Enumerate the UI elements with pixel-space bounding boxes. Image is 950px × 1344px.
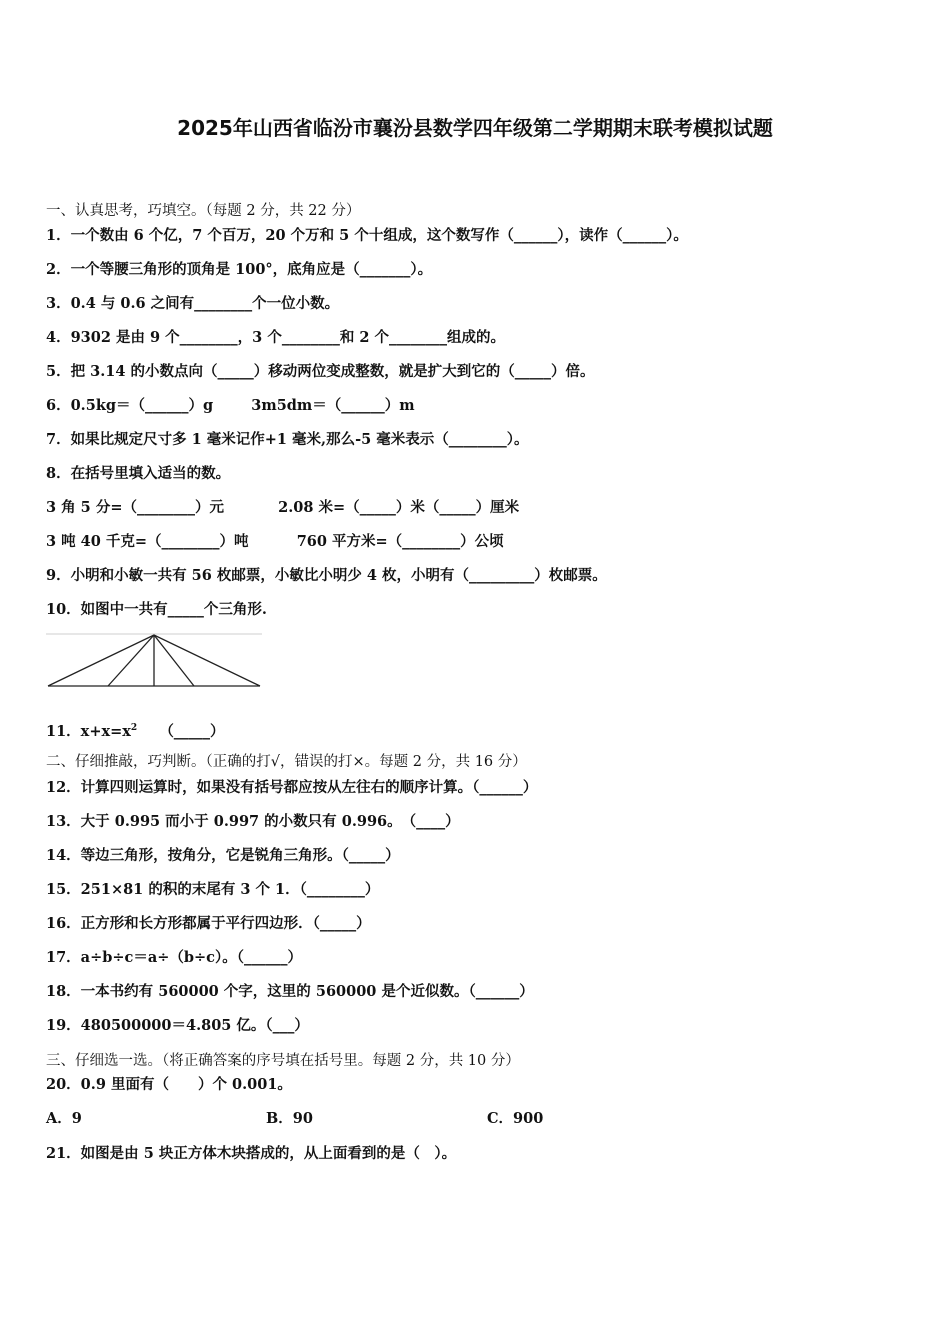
question-20-option-a: A．9 xyxy=(46,1110,82,1127)
question-6 xyxy=(46,396,415,416)
figure-left-side xyxy=(48,635,154,686)
question-4: 4．9302 是由 9 个________，3 个________和 2 个________组成的。 xyxy=(46,329,506,346)
question-8c: 3 吨 40 千克=（________）吨 xyxy=(46,533,249,550)
question-12: 12．计算四则运算时，如果没有括号都应按从左往右的顺序计算。（______） xyxy=(46,779,538,796)
question-10: 10．如图中一共有_____个三角形. xyxy=(46,601,267,618)
question-20-option-b: B．90 xyxy=(266,1110,313,1127)
question-8-row2 xyxy=(46,532,504,552)
question-8d: 760 平方米=（________）公顷 xyxy=(296,533,504,550)
section3-header: 三、仔细选一选。（将正确答案的序号填在括号里。每题 2 分，共 10 分） xyxy=(46,1053,520,1069)
question-5: 5．把 3.14 的小数点向（_____）移动两位变成整数，就是扩大到它的（_____）倍。 xyxy=(46,363,595,380)
question-11-exponent: 2 xyxy=(130,723,138,733)
question-13: 13．大于 0.995 而小于 0.997 的小数只有 0.996。 （____） xyxy=(46,813,460,830)
question-16: 16．正方形和长方形都属于平行四边形．（_____） xyxy=(46,915,371,932)
question-11-blank: （_____） xyxy=(159,722,225,740)
question-18: 18．一本书约有 560000 个字，这里的 560000 是个近似数。（______） xyxy=(46,983,534,1000)
figure-inner-line-3 xyxy=(154,635,194,686)
question-8b: 2.08 米=（_____）米（_____）厘米 xyxy=(278,499,520,516)
question-14: 14．等边三角形，按角分，它是锐角三角形。（_____） xyxy=(46,847,400,864)
question-20-option-c: C．900 xyxy=(487,1110,544,1127)
question-21: 21．如图是由 5 块正方体木块搭成的，从上面看到的是（ ）。 xyxy=(46,1145,457,1162)
page-title: 2025年山西省临汾市襄汾县数学四年级第二学期期末联考模拟试题 xyxy=(177,116,773,140)
question-11 xyxy=(46,718,225,742)
triangle-figure xyxy=(44,630,264,692)
question-8-stem: 8．在括号里填入适当的数。 xyxy=(46,465,231,482)
question-17: 17．a÷b÷c＝a÷（b÷c）。（______） xyxy=(46,949,303,966)
question-2: 2．一个等腰三角形的顶角是 100°，底角应是（_______）。 xyxy=(46,261,433,278)
question-15: 15．251×81 的积的末尾有 3 个 1．（________） xyxy=(46,881,380,898)
question-8a: 3 角 5 分=（________）元 xyxy=(46,499,224,516)
question-11-expr: 11．x+x=x xyxy=(46,722,131,740)
question-6-part2: 3m5dm＝（______）m xyxy=(251,397,415,414)
section2-header: 二、仔细推敲，巧判断。（正确的打√，错误的打×。每题 2 分，共 16 分） xyxy=(46,754,527,770)
section1-header: 一、认真思考，巧填空。（每题 2 分，共 22 分） xyxy=(46,203,361,219)
figure-inner-line-1 xyxy=(108,635,154,686)
question-8-row1 xyxy=(46,498,519,518)
question-1: 1．一个数由 6 个亿，7 个百万，20 个万和 5 个十组成，这个数写作（______），读作（______）。 xyxy=(46,227,688,244)
figure-right-side xyxy=(154,635,260,686)
question-3: 3．0.4 与 0.6 之间有________个一位小数。 xyxy=(46,295,340,312)
question-19: 19．480500000＝4.805 亿。（___） xyxy=(46,1017,309,1034)
question-9: 9．小明和小敏一共有 56 枚邮票，小敏比小明少 4 枚，小明有（_________）枚邮票。 xyxy=(46,567,607,584)
question-6-part1: 6．0.5kg＝（______）g xyxy=(46,397,214,414)
question-20-stem: 20．0.9 里面有（ ）个 0.001。 xyxy=(46,1076,292,1093)
question-7: 7．如果比规定尺寸多 1 毫米记作+1 毫米,那么-5 毫米表示（________）。 xyxy=(46,431,529,448)
